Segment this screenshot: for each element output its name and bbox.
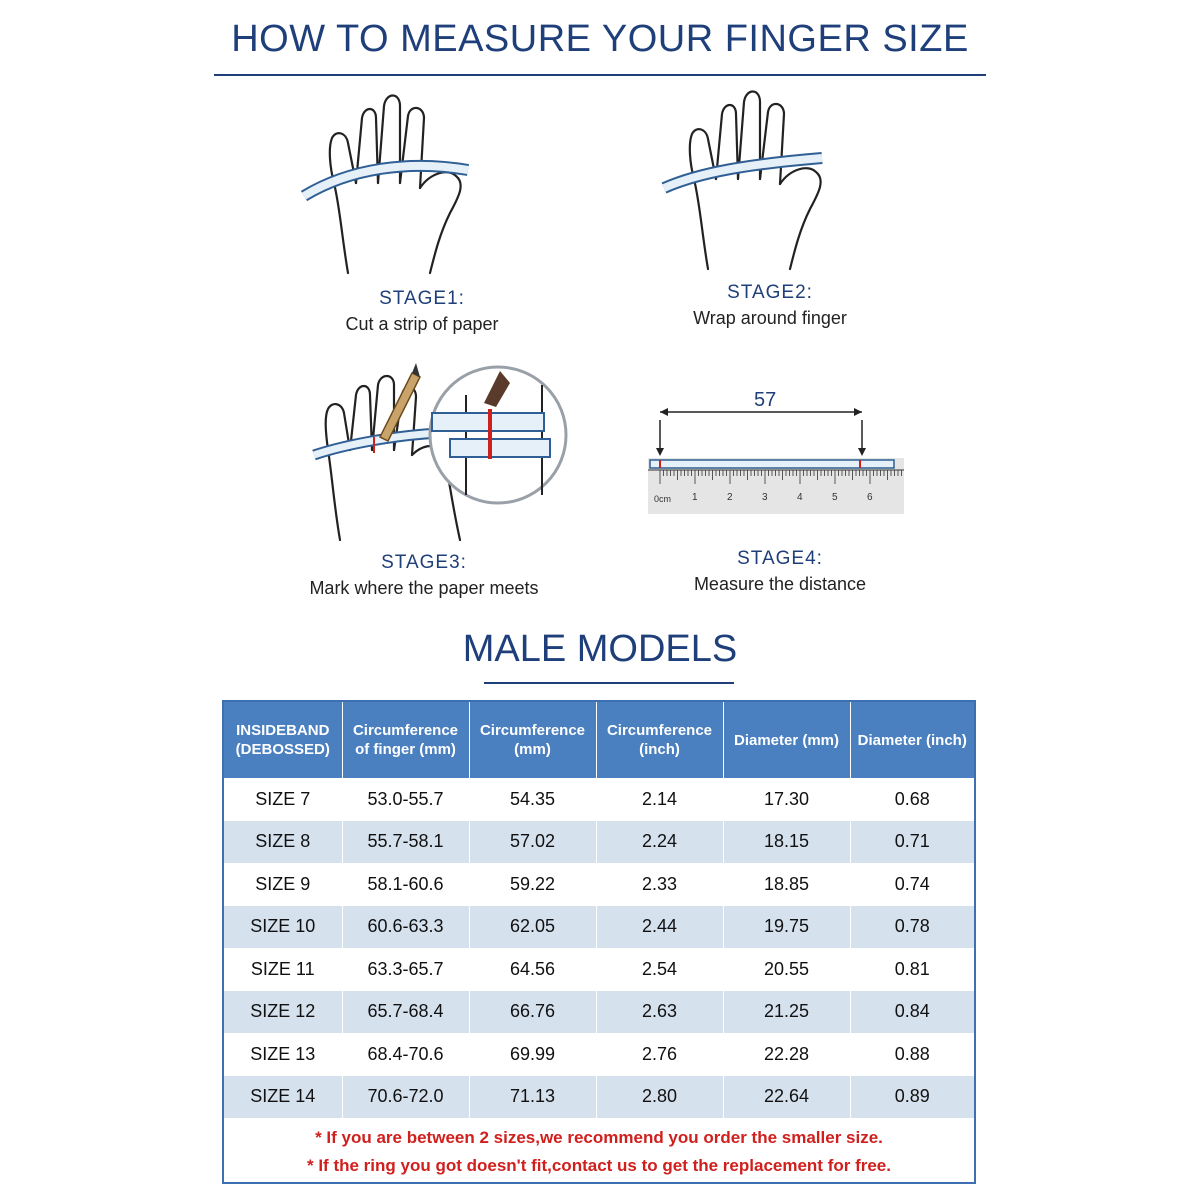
column-header: Diameter (inch) — [850, 702, 974, 778]
paper-strip — [314, 433, 440, 455]
table-cell: 22.64 — [723, 1076, 850, 1119]
size-cell: SIZE 8 — [224, 821, 342, 864]
table-cell: 64.56 — [469, 948, 596, 991]
table-cell: 19.75 — [723, 906, 850, 949]
table-row — [224, 1033, 974, 1076]
hand-strip-illustration-1 — [290, 88, 530, 278]
table-cell: 63.3-65.7 — [342, 948, 469, 991]
table-cell: 0.89 — [850, 1076, 974, 1119]
size-note-smaller: * If you are between 2 sizes,we recommend you order the smaller size. — [315, 1128, 883, 1147]
table-cell: 0.78 — [850, 906, 974, 949]
ruler-tick-label: 3 — [762, 492, 768, 503]
stage-label: STAGE4: — [737, 548, 823, 569]
size-cell: SIZE 7 — [224, 778, 342, 821]
table-cell: 2.44 — [596, 906, 723, 949]
table-row — [224, 863, 974, 906]
section-divider — [484, 682, 734, 684]
table-row — [224, 948, 974, 991]
table-cell: 0.84 — [850, 991, 974, 1034]
table-cell: 18.15 — [723, 821, 850, 864]
stage-label: STAGE1: — [379, 288, 465, 309]
paper-strip — [664, 158, 822, 188]
table-cell: 69.99 — [469, 1033, 596, 1076]
page-title: HOW TO MEASURE YOUR FINGER SIZE — [231, 18, 969, 60]
stage-description: Mark where the paper meets — [309, 578, 539, 598]
size-cell: SIZE 10 — [224, 906, 342, 949]
table-cell: 62.05 — [469, 906, 596, 949]
column-header: Circumference (mm) — [469, 702, 596, 778]
measurement-value: 57 — [754, 389, 777, 411]
title-divider — [214, 74, 986, 76]
ruler-tick-label: 4 — [797, 492, 803, 503]
size-chart — [222, 700, 976, 1184]
table-cell: 20.55 — [723, 948, 850, 991]
table-cell: 53.0-55.7 — [342, 778, 469, 821]
table-cell: 17.30 — [723, 778, 850, 821]
table-cell: 2.33 — [596, 863, 723, 906]
table-cell: 2.24 — [596, 821, 723, 864]
table-cell: 60.6-63.3 — [342, 906, 469, 949]
table-cell: 54.35 — [469, 778, 596, 821]
table-header-row — [224, 702, 974, 778]
stage-3 — [224, 552, 624, 599]
table-cell: 71.13 — [469, 1076, 596, 1119]
stage-description: Cut a strip of paper — [345, 314, 499, 334]
section-title: MALE MODELS — [462, 628, 738, 670]
table-cell: 2.14 — [596, 778, 723, 821]
stage-1 — [222, 288, 622, 335]
table-cell: 22.28 — [723, 1033, 850, 1076]
size-cell: SIZE 14 — [224, 1076, 342, 1119]
magnifier-icon — [430, 367, 566, 503]
table-row — [224, 821, 974, 864]
size-cell: SIZE 11 — [224, 948, 342, 991]
table-cell: 0.81 — [850, 948, 974, 991]
table-row — [224, 991, 974, 1034]
table-cell: 70.6-72.0 — [342, 1076, 469, 1119]
table-cell: 0.71 — [850, 821, 974, 864]
table-cell: 0.68 — [850, 778, 974, 821]
ruler-tick-label: 5 — [832, 492, 838, 503]
stage-4 — [580, 548, 980, 595]
size-cell: SIZE 12 — [224, 991, 342, 1034]
table-cell: 2.80 — [596, 1076, 723, 1119]
table-cell: 21.25 — [723, 991, 850, 1034]
size-cell: SIZE 13 — [224, 1033, 342, 1076]
ruler-tick-label: 6 — [867, 492, 873, 503]
column-header: Circumference (inch) — [596, 702, 723, 778]
ruler-illustration-4 — [646, 384, 906, 520]
size-note-replacement: * If the ring you got doesn't fit,contact us to get the replacement for free. — [307, 1156, 891, 1175]
ruler-unit: 0cm — [654, 494, 672, 504]
table-cell: 68.4-70.6 — [342, 1033, 469, 1076]
ruler-tick-label: 2 — [727, 492, 733, 503]
table-cell: 59.22 — [469, 863, 596, 906]
size-table — [224, 702, 974, 1118]
table-cell: 18.85 — [723, 863, 850, 906]
stage-2 — [570, 282, 970, 329]
table-cell: 0.88 — [850, 1033, 974, 1076]
stage-label: STAGE3: — [381, 552, 467, 573]
table-cell: 55.7-58.1 — [342, 821, 469, 864]
stage-label: STAGE2: — [727, 282, 813, 303]
stage-description: Measure the distance — [693, 574, 867, 594]
column-header: Diameter (mm) — [723, 702, 850, 778]
column-header: Circumference of finger (mm) — [342, 702, 469, 778]
stage-description: Wrap around finger — [693, 308, 847, 328]
paper-strip — [304, 166, 468, 196]
table-row — [224, 778, 974, 821]
table-cell: 65.7-68.4 — [342, 991, 469, 1034]
table-cell: 2.63 — [596, 991, 723, 1034]
table-cell: 2.76 — [596, 1033, 723, 1076]
size-cell: SIZE 9 — [224, 863, 342, 906]
ruler-tick-label: 1 — [692, 492, 698, 503]
table-row — [224, 1076, 974, 1119]
hand-wrap-illustration-2 — [650, 84, 890, 274]
hand-mark-illustration-3 — [300, 355, 580, 555]
table-cell: 66.76 — [469, 991, 596, 1034]
column-header: INSIDEBAND (DEBOSSED) — [224, 702, 342, 778]
table-row — [224, 906, 974, 949]
table-cell: 58.1-60.6 — [342, 863, 469, 906]
table-cell: 57.02 — [469, 821, 596, 864]
table-cell: 2.54 — [596, 948, 723, 991]
table-cell: 0.74 — [850, 863, 974, 906]
